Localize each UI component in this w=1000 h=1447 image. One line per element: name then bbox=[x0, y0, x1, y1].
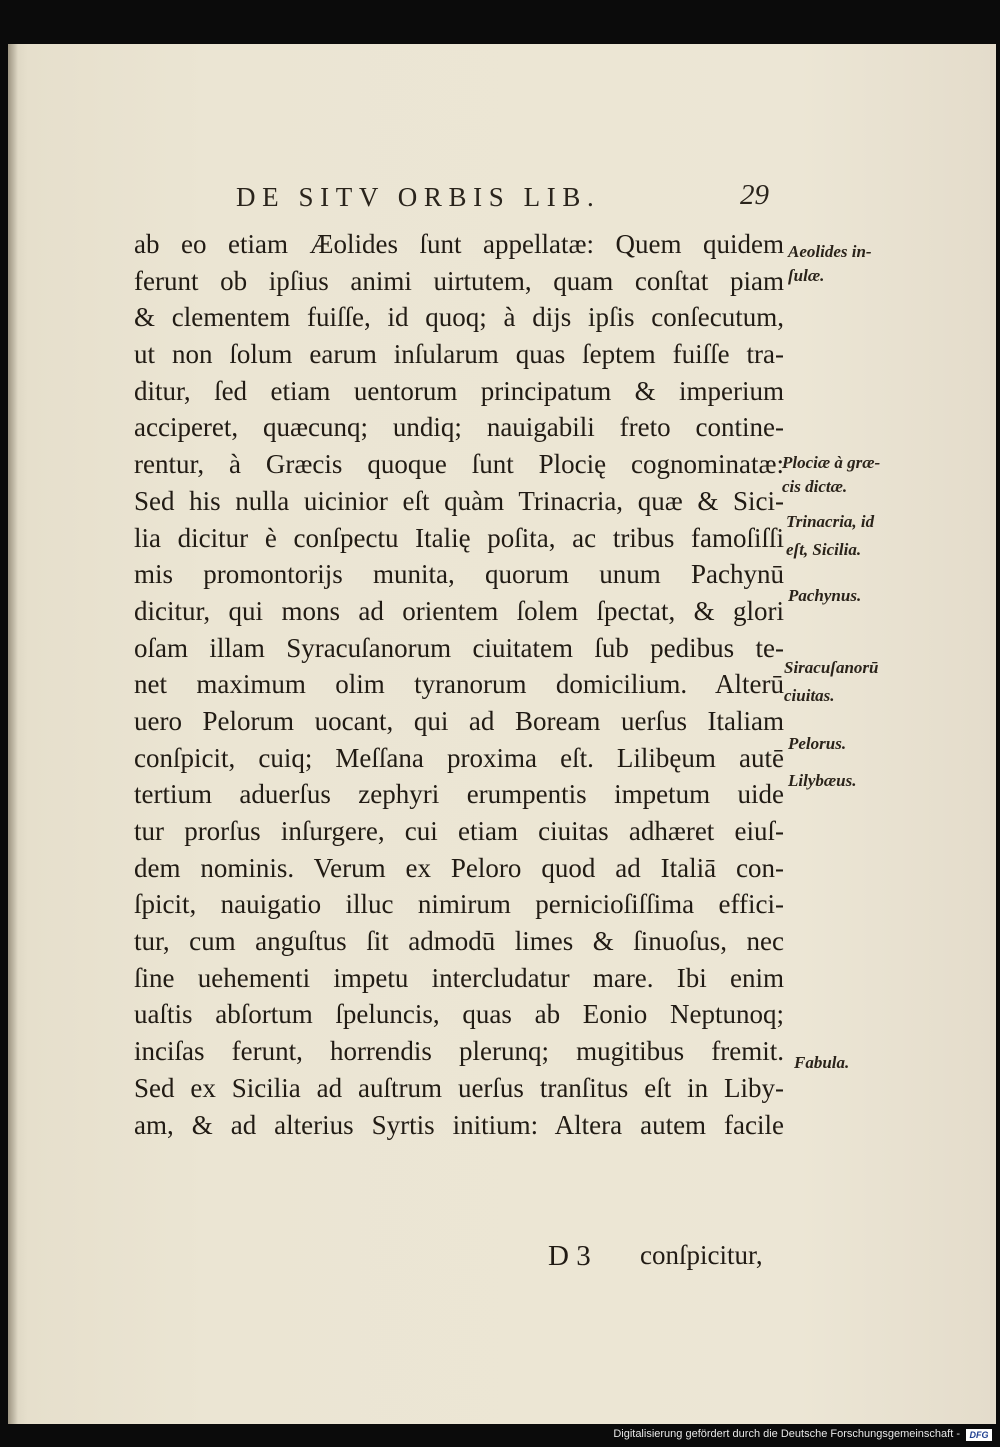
text-line: tur prorſus inſurgere, cui etiam ciuitas adhæret eiuſ- bbox=[134, 816, 784, 846]
text-line: Sed his nulla uicinior eſt quàm Trinacria, quæ & Sici- bbox=[134, 485, 784, 516]
text-line: ferunt ob ipſius animi uirtutem, quam conſtat piam bbox=[134, 265, 784, 296]
margin-note-pachynus: Pachynus. bbox=[788, 586, 862, 605]
text-line: tur, cum anguſtus ſit admodū limes & ſinuoſus, nec bbox=[134, 926, 784, 957]
text-line: dicitur, qui mons ad orientem ſolem ſpectat, & glori bbox=[134, 595, 784, 626]
margin-note-siracusanorum-cont: ciuitas. bbox=[784, 686, 835, 705]
margin-note-lilybaeus: Lilybæus. bbox=[788, 771, 857, 790]
margin-note-siracusanorum: Siracuſanorū bbox=[784, 658, 879, 677]
text-line: ab eo etiam Æolides ſunt appellatæ: Quem quidem bbox=[134, 229, 784, 259]
signature-mark: D 3 bbox=[548, 1240, 591, 1272]
body-text bbox=[134, 226, 784, 1143]
margin-note-trinacria-cont: eſt, Sicilia. bbox=[786, 540, 862, 559]
dfg-logo-icon: DFG bbox=[966, 1429, 992, 1441]
margin-note-trinacria: Trinacria, id bbox=[786, 512, 875, 531]
text-line: ſpicit, nauigatio illuc nimirum pernicioſiſſima effici- bbox=[134, 889, 784, 920]
margin-note-fabula: Fabula. bbox=[794, 1053, 850, 1072]
margin-note-plociae-cont: cis dictæ. bbox=[782, 477, 848, 496]
text-line: uero Pelorum uocant, qui ad Boream uerſus Italiam bbox=[134, 705, 784, 736]
running-head bbox=[8, 174, 996, 218]
text-line: tertium aduerſus zephyri erumpentis impetum uide bbox=[134, 779, 784, 810]
running-head-title: DE SITV ORBIS LIB. bbox=[236, 182, 601, 212]
margin-note-pelorus: Pelorus. bbox=[788, 734, 847, 753]
catchline bbox=[548, 1240, 788, 1280]
text-line: net maximum olim tyranorum domicilium. Alterū bbox=[134, 669, 784, 700]
text-line: acciperet, quæcunq; undiq; nauigabili freto contine- bbox=[134, 412, 784, 443]
margin-note-aeolides-cont: ſulæ. bbox=[788, 266, 825, 285]
text-line: lia dicitur è conſpectu Italię poſita, ac tribus famoſiſſi bbox=[134, 522, 784, 553]
text-line: Sed ex Sicilia ad auſtrum uerſus tranſitus eſt in Liby- bbox=[134, 1072, 784, 1103]
text-line: oſam illam Syracuſanorum ciuitatem ſub pedibus te- bbox=[134, 632, 784, 663]
text-line: inciſas ferunt, horrendis plerunq; mugitibus fremit. bbox=[134, 1036, 784, 1067]
text-line: dem nominis. Verum ex Peloro quod ad Italiā con- bbox=[134, 852, 784, 883]
text-line: uaſtis abſortum ſpeluncis, quas ab Eonio Neptunoq; bbox=[134, 999, 784, 1030]
text-line: ut non ſolum earum inſularum quas ſeptem fuiſſe tra- bbox=[134, 339, 784, 370]
text-line: & clementem fuiſſe, id quoq; à dijs ipſis conſecutum, bbox=[134, 302, 784, 333]
funding-credit: Digitalisierung gefördert durch die Deutsche Forschungsgemeinschaft - bbox=[613, 1428, 960, 1440]
catchword: conſpicitur, bbox=[640, 1240, 763, 1270]
margin-note-aeolides: Aeolides in- bbox=[788, 242, 872, 261]
text-line: am, & ad alterius Syrtis initium: Altera autem facile bbox=[134, 1109, 784, 1140]
spine-shadow bbox=[8, 44, 18, 1424]
page-number: 29 bbox=[740, 179, 769, 211]
footer-bar bbox=[0, 1424, 1000, 1447]
text-line: ditur, ſed etiam uentorum principatum & imperium bbox=[134, 375, 784, 406]
text-line: conſpicit, cuiq; Meſſana proxima eſt. Lilibęum autē bbox=[134, 742, 784, 773]
margin-note-plociae: Plociæ à græ- bbox=[782, 453, 881, 472]
text-line: ſine uehementi impetu intercludatur mare. Ibi enim bbox=[134, 962, 784, 993]
text-line: rentur, à Græcis quoque ſunt Plocię cognominatæ: bbox=[134, 449, 784, 480]
text-line: mis promontorijs munita, quorum unum Pachynū bbox=[134, 559, 784, 590]
book-page bbox=[8, 44, 996, 1424]
